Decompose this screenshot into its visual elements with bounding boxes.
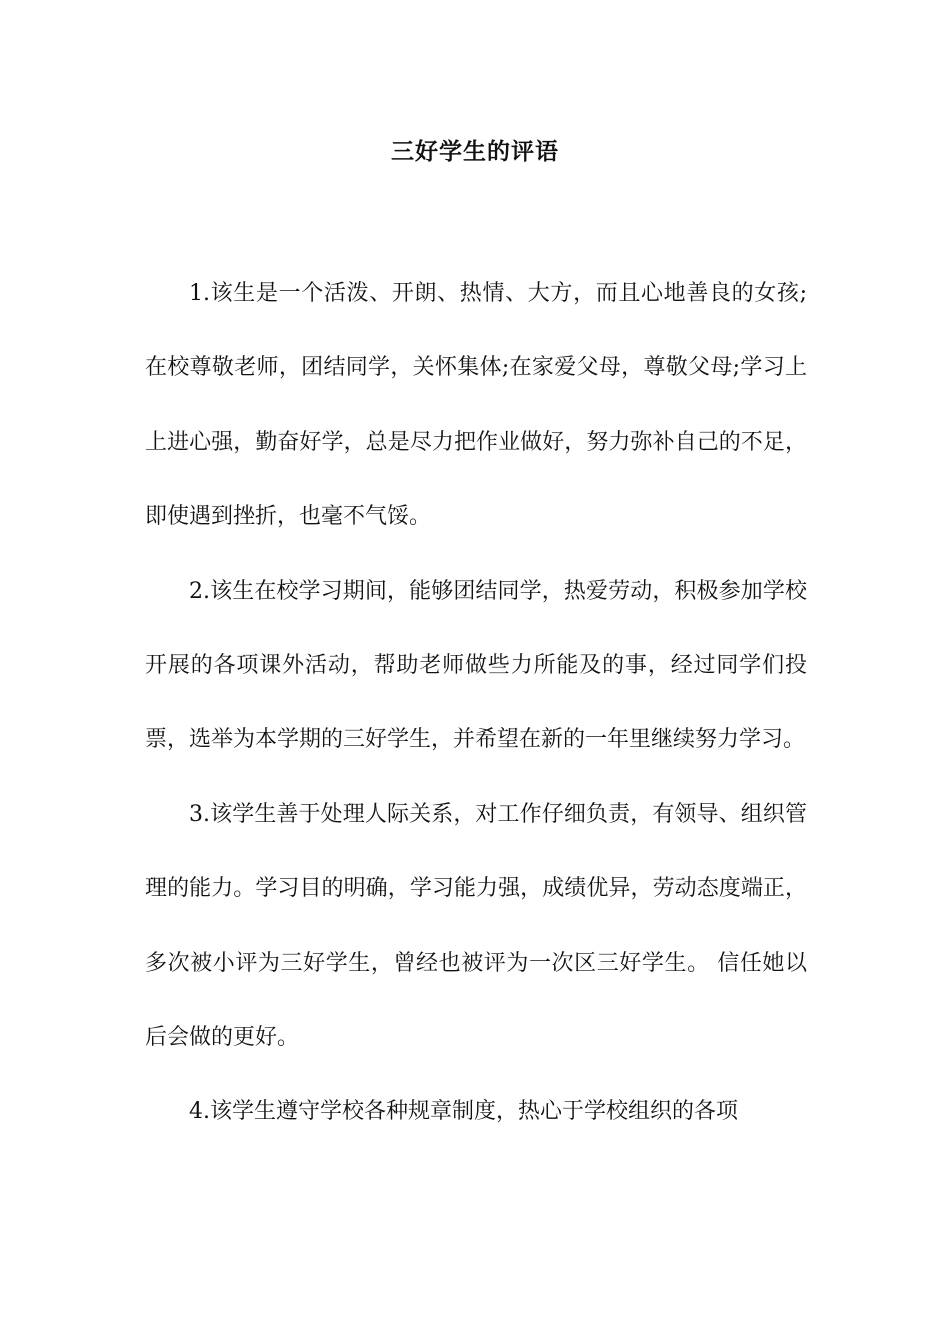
document-title: 三好学生的评语 [391,138,559,165]
paragraph-2: 2.该生在校学习期间，能够团结同学，热爱劳动，积极参加学校开展的各项课外活动，帮助老师做些力所能及的事，经过同学们投票，选举为本学期的三好学生，并希望在新的一年里继续努力学习。 [145,578,807,753]
paragraph-1: 1.该生是一个活泼、开朗、热情、大方，而且心地善良的女孩;在校尊敬老师，团结同学，关怀集体;在家爱父母，尊敬父母;学习上上进心强，勤奋好学，总是尽力把作业做好，努力弥补自己的不足，即使遇到挫折，也毫不气馁。 [145,281,807,530]
paragraph-4: 4.该学生遵守学校各种规章制度，热心于学校组织的各项 [189,1099,738,1125]
paragraph-3: 3.该学生善于处理人际关系，对工作仔细负责，有领导、组织管理的能力。学习目的明确，学习能力强，成绩优异，劳动态度端正，多次被小评为三好学生，曾经也被评为一次区三好学生。 信任她以后会做的更好。 [145,801,807,1051]
document-body [145,257,807,1150]
